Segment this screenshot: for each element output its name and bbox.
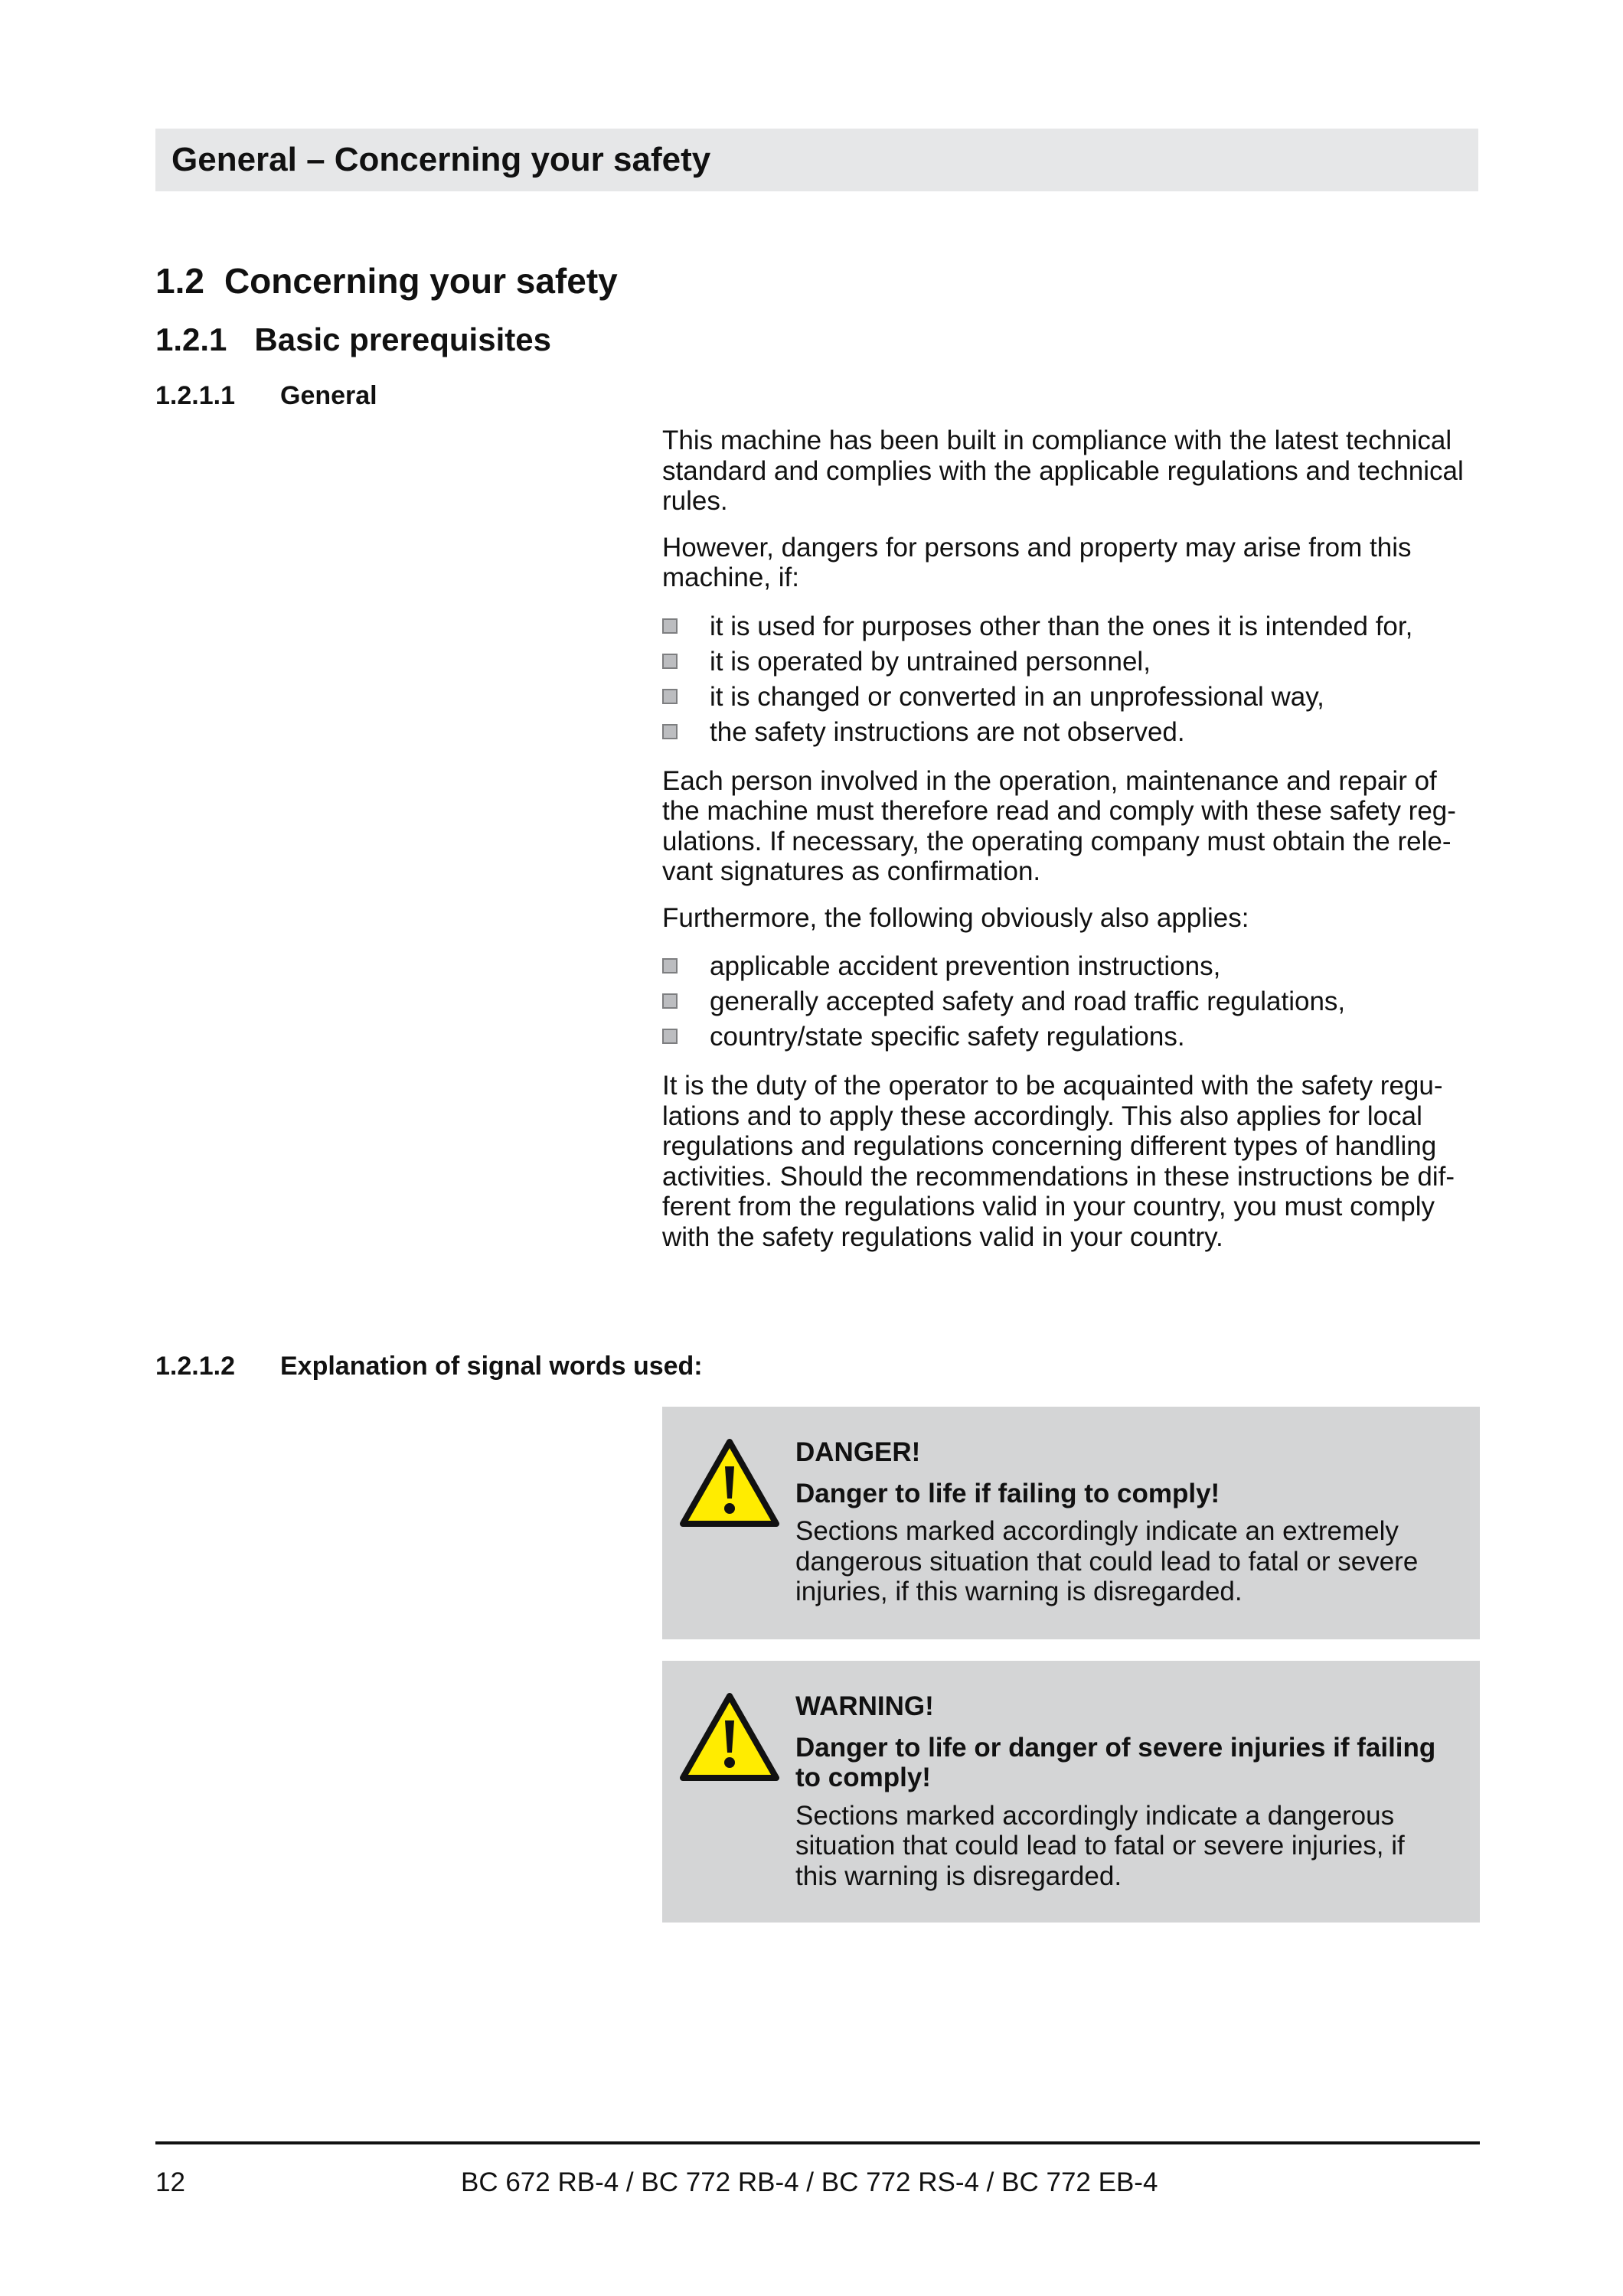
page-header-title: General – Concerning your safety [171, 141, 711, 178]
danger-description: Sections marked accordingly indicate an extremely dangerous situation that could lead to fatal or severe injuries, if this warning is disregarded. [795, 1516, 1419, 1606]
danger-title: DANGER! [795, 1437, 921, 1467]
section-heading [155, 260, 618, 302]
section-number: 1.2 [155, 261, 204, 301]
list-item: applicable accident prevention instructions, [662, 949, 1481, 984]
warning-triangle-icon [679, 1691, 780, 1783]
warning-subtitle: Danger to life or danger of severe injuries if failing to comply! [795, 1732, 1436, 1792]
signal-words-heading [155, 1352, 703, 1381]
page-header [155, 129, 1478, 191]
signal-words-number: 1.2.1.2 [155, 1352, 235, 1381]
general-heading [155, 381, 377, 411]
general-body [662, 426, 1481, 1268]
signal-words-title: Explanation of signal words used: [280, 1352, 703, 1381]
general-number: 1.2.1.1 [155, 381, 235, 410]
warning-title: WARNING! [795, 1691, 934, 1721]
list-item: country/state specific safety regulations. [662, 1019, 1481, 1055]
warning-text [795, 1691, 1449, 1891]
subsection-heading [155, 321, 551, 358]
paragraph: This machine has been built in compliance with the latest technical standard and complies with the applicable regulations and technical rules. [662, 426, 1464, 516]
danger-text [795, 1437, 1449, 1607]
paragraph: However, dangers for persons and property may arise from this machine, if: [662, 532, 1412, 592]
square-bullet-icon [662, 654, 678, 669]
paragraph: Each person involved in the operation, maintenance and repair of the machine must therefore read and comply with these safety regulations. If necessary, the operating company must obtain the relevant signatures as confirmation. [662, 765, 1456, 886]
subsection-number: 1.2.1 [155, 321, 227, 357]
general-title: General [280, 381, 377, 410]
page-number: 12 [155, 2167, 185, 2197]
footer-rule [155, 2141, 1480, 2144]
warning-box [662, 1661, 1480, 1923]
list-item: generally accepted safety and road traffic regulations, [662, 984, 1481, 1019]
danger-subtitle: Danger to life if failing to comply! [795, 1478, 1220, 1508]
square-bullet-icon [662, 689, 678, 704]
square-bullet-icon [662, 1029, 678, 1044]
danger-box [662, 1407, 1480, 1639]
section-title: Concerning your safety [224, 261, 618, 301]
warning-triangle-icon [679, 1437, 780, 1529]
square-bullet-icon [662, 618, 678, 634]
list-item: it is operated by untrained personnel, [662, 644, 1481, 680]
square-bullet-icon [662, 958, 678, 974]
paragraph: It is the duty of the operator to be acquainted with the safety regulations and to apply these accordingly. This also applies for local regulations and regulations concerning different types of handling activities. Should the recommendations in these instructions be different from the regulations valid in your country, you must comply with the safety regulations valid in your country. [662, 1071, 1455, 1252]
list-item: it is used for purposes other than the ones it is intended for, [662, 609, 1481, 644]
paragraph: Furthermore, the following obviously also applies: [662, 902, 1249, 933]
regulations-list [662, 949, 1481, 1055]
hazard-list [662, 609, 1481, 750]
warning-description: Sections marked accordingly indicate a dangerous situation that could lead to fatal or severe injuries, if this warning is disregarded. [795, 1800, 1405, 1891]
list-item: it is changed or converted in an unprofessional way, [662, 680, 1481, 715]
subsection-title: Basic prerequisites [254, 321, 551, 357]
square-bullet-icon [662, 724, 678, 739]
model-designation: BC 672 RB-4 / BC 772 RB-4 / BC 772 RS-4 / BC 772 EB-4 [461, 2167, 1158, 2197]
list-item: the safety instructions are not observed. [662, 715, 1481, 750]
square-bullet-icon [662, 993, 678, 1009]
